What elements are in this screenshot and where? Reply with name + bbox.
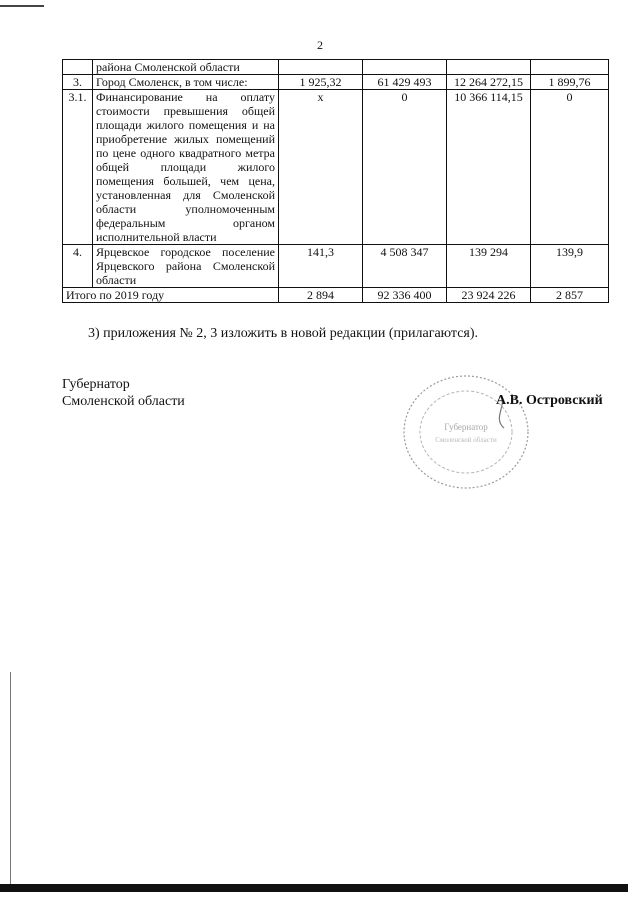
- official-stamp: [396, 370, 534, 494]
- cell-value: 139,9: [531, 245, 609, 288]
- total-value: 92 336 400: [363, 288, 447, 303]
- row-number: 4.: [63, 245, 93, 288]
- page-number: 2: [317, 38, 323, 52]
- cell-value: 0: [363, 90, 447, 245]
- signer-title-line2: Смоленской области: [62, 394, 185, 409]
- cell-value: [363, 60, 447, 75]
- svg-text:Смоленской области: Смоленской области: [435, 436, 497, 444]
- total-value: 2 857: [531, 288, 609, 303]
- cell-value: 0: [531, 90, 609, 245]
- cell-value: 1 899,76: [531, 75, 609, 90]
- table-row: [63, 60, 609, 75]
- row-number: 3.: [63, 75, 93, 90]
- svg-text:Губернатор: Губернатор: [444, 422, 488, 432]
- row-name: района Смоленской области: [93, 60, 279, 75]
- table-row: [63, 90, 609, 245]
- cell-value: [279, 60, 363, 75]
- total-row: [63, 288, 609, 303]
- table-row: [63, 245, 609, 288]
- row-name: Финансирование на оплату стоимости превышения общей площади жилого помещения и на приобретение жилых помещений по цене одного квадратного метра общей площади жилого помещения большей, чем цена, установленная для Смоленской области уполномоченным федеральным органом исполнительной власти: [93, 90, 279, 245]
- row-name: Ярцевское городское поселение Ярцевского района Смоленской области: [93, 245, 279, 288]
- cell-value: 4 508 347: [363, 245, 447, 288]
- amendment-clause: 3) приложения № 2, 3 изложить в новой редакции (прилагаются).: [88, 326, 479, 341]
- cell-value: 1 925,32: [279, 75, 363, 90]
- total-value: 23 924 226: [447, 288, 531, 303]
- row-name: Город Смоленск, в том числе:: [93, 75, 279, 90]
- signer-name: А.В. Островский: [496, 393, 603, 408]
- funding-table: [62, 59, 609, 303]
- signer-title-line1: Губернатор: [62, 377, 130, 392]
- cell-value: 61 429 493: [363, 75, 447, 90]
- cell-value: 139 294: [447, 245, 531, 288]
- row-number: 3.1.: [63, 90, 93, 245]
- cell-value: 141,3: [279, 245, 363, 288]
- scan-edge-left: [10, 672, 11, 887]
- total-value: 2 894: [279, 288, 363, 303]
- cell-value: 10 366 114,15: [447, 90, 531, 245]
- cell-value: 12 264 272,15: [447, 75, 531, 90]
- scan-edge-bottom: [0, 884, 628, 892]
- total-label: Итого по 2019 году: [63, 288, 279, 303]
- table-row: [63, 75, 609, 90]
- cell-value: х: [279, 90, 363, 245]
- scan-edge-top: [0, 5, 44, 7]
- cell-value: [531, 60, 609, 75]
- cell-value: [447, 60, 531, 75]
- row-number: [63, 60, 93, 75]
